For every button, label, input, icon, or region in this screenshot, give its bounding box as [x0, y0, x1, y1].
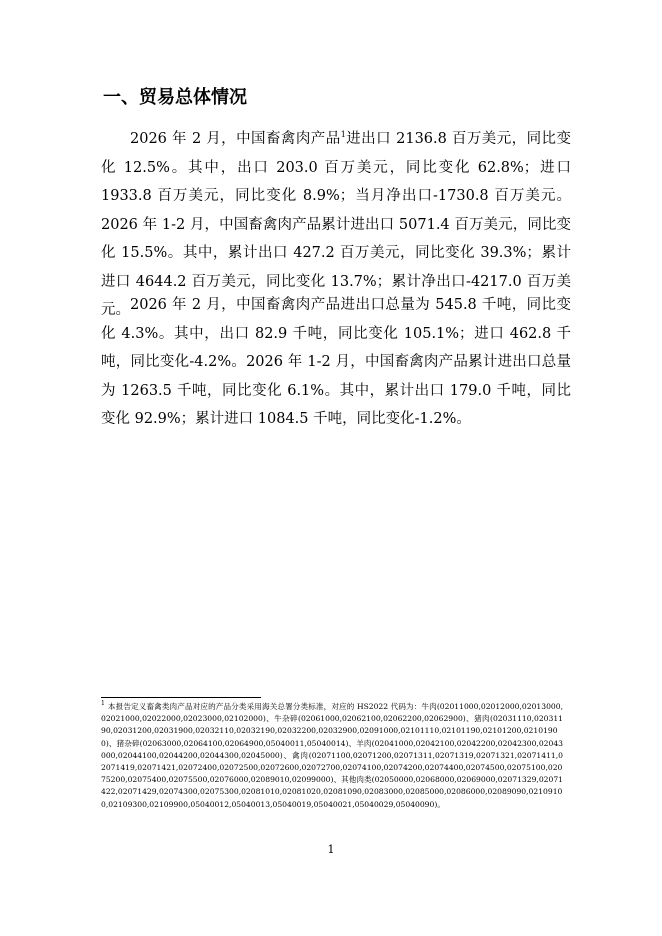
paragraph-text: 2026 年 2 月，中国畜禽肉产品 — [130, 131, 341, 147]
paragraph-trade-volume: 2026 年 2 月，中国畜禽肉产品进出口总量为 545.8 千吨，同比变化 4.3%。其中，出口 82.9 千吨，同比变化 105.1%；进口 462.8 千吨，同比变化-4.2%。2026 年 1-2 月，中国畜禽肉产品累计进出口总量为 1263.5 千吨，同比变化 6.1%。其中，累计出口 179.0 千吨，同比变化 92.9%；累计进口 1084.5 千吨，同比变化-1.2%。 — [101, 297, 571, 427]
page-number: 1 — [327, 843, 335, 856]
footnote-text: 本报告定义畜禽类肉产品对应的产品分类采用海关总署分类标准，对应的 HS2022 代码为：牛肉(02011000,02012000,02013000,02021000,02022000,02023000,02102000)、牛杂碎(02061000,02062100,02062200,02062900)、猪肉(02031110,02031190,02031200,02031900,02032110,02032190,02032200,02032900,02091000,02101110,02101190,02101200,02101900)、猪杂碎(02063000,02064100,02064900,05040011,05040014)、羊肉(02041000,02042100,02042200,02042300,02043000,02044100,02044200,02044300,02045000)、禽肉(02071100,02071200,02071311,02071319,02071321,02071411,02071419,02071421,02072400,02072500,02072600,02072700,02074100,02074200,02074400,02074500,02075100,02075200,02075400,02075500,02076000,02089010,02099000)、其他肉类(02050000,02068000,02069000,02071329,02071422,02071429,02074300,02075300,02081010,02081020,02081090,02083000,02085000,02086000,02089090,02109100,02109300,02109900,05040012,05040013,05040019,05040021,05040029,05040090)。 — [101, 702, 563, 809]
footnote — [101, 701, 563, 811]
paragraph-text: 进出口 2136.8 百万美元，同比变化 12.5%。其中，出口 203.0 百万美元，同比变化 62.8%；进口 1933.8 百万美元，同比变化 8.9%；当月净出口-1730.8 百万美元。2026 年 1-2 月，中国畜禽肉产品累计进出口 5071.4 百万美元，同比变化 15.5%。其中，累计出口 427.2 百万美元，同比变化 39.3%；累计进口 4644.2 百万美元，同比变化 13.7%；累计净出口-4217.0 百万美元。 — [101, 131, 571, 318]
footnote-mark: 1 — [101, 700, 105, 708]
footnote-separator — [101, 697, 261, 698]
section-heading: 一、贸易总体情况 — [103, 87, 247, 108]
footnote-reference[interactable]: 1 — [340, 130, 346, 140]
